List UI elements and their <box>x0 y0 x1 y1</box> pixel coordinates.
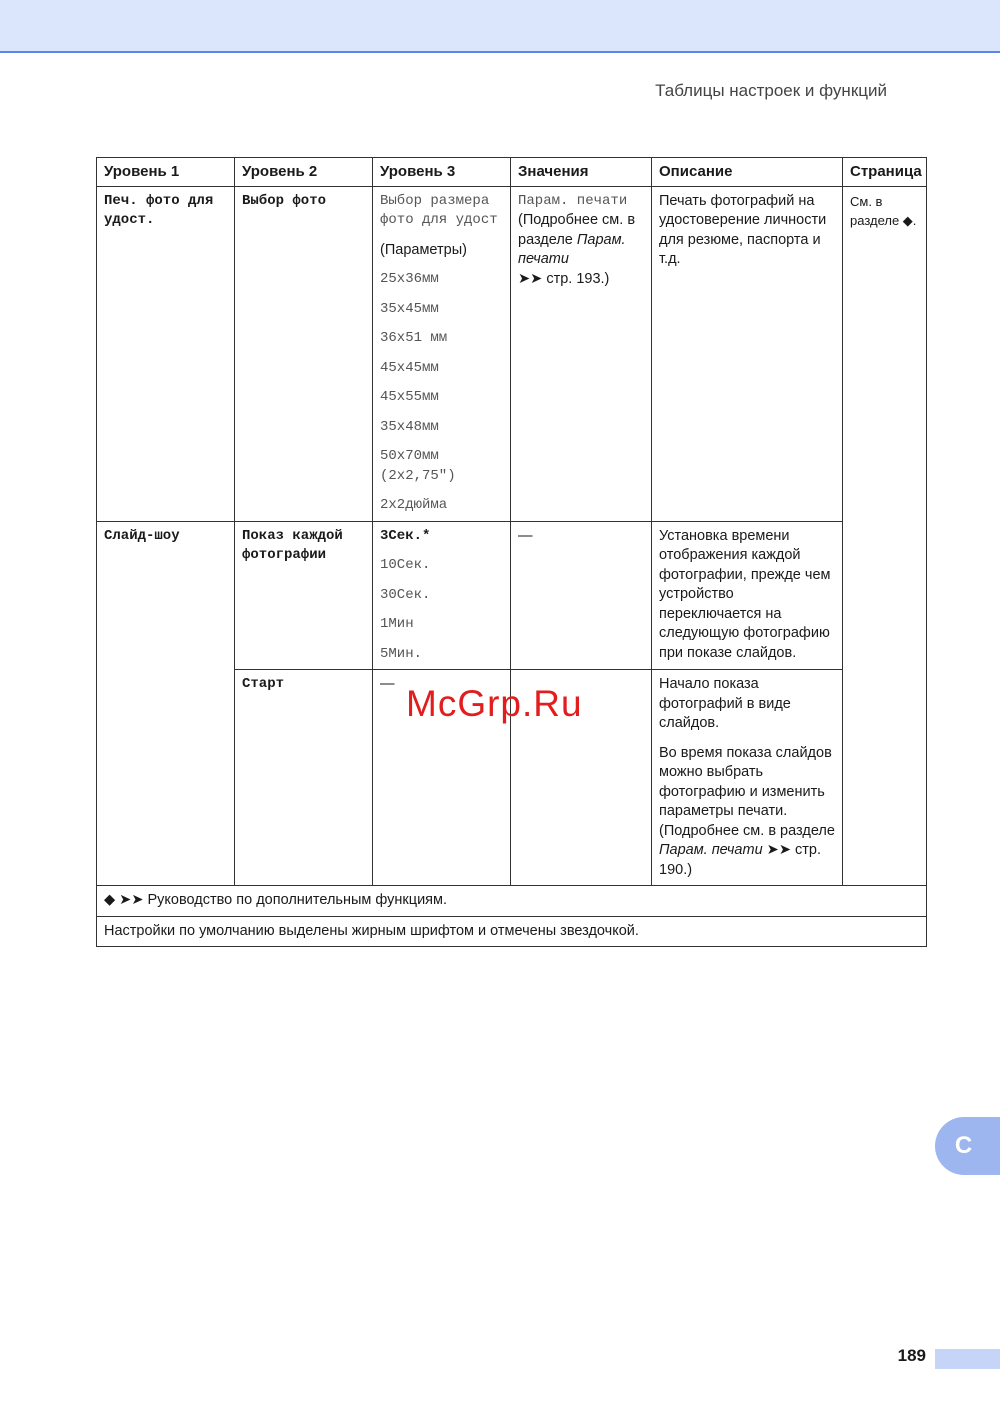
chapter-tab: C <box>935 1117 1000 1175</box>
col-header-level2: Уровень 2 <box>235 158 373 187</box>
footnote-advanced-guide: ◆ ➤➤ Руководство по дополнительным функциям. <box>97 886 927 917</box>
footnote-row <box>97 916 927 947</box>
col-header-description: Описание <box>652 158 843 187</box>
interval-option: 1Мин <box>380 616 414 632</box>
col-header-level3: Уровень 3 <box>373 158 511 187</box>
description-start-2-pre: Во время показа слайдов можно выбрать фотографию и изменить параметры печати. (Подробнее см. в разделе <box>659 744 835 839</box>
description-id-photo: Печать фотографий на удостоверение личности для резюме, паспорта и т.д. <box>659 192 827 267</box>
cell-level1-id-photo <box>97 186 235 521</box>
top-header-bar <box>0 0 1000 53</box>
col-header-page: Страница <box>843 158 927 187</box>
col-header-values: Значения <box>511 158 652 187</box>
table-row <box>97 186 927 521</box>
level1-slideshow-label: Слайд-шоу <box>104 527 180 544</box>
cell-level1-slideshow <box>97 521 235 886</box>
settings-table <box>96 157 927 947</box>
description-start-2-italic: Парам. печати <box>659 842 763 858</box>
interval-option: 5Мин. <box>380 645 423 662</box>
table-row <box>97 521 927 670</box>
values-ref-pre: (Подробнее см. в разделе <box>518 212 636 248</box>
level3-params-label: (Параметры) <box>380 241 467 258</box>
size-option: 45x45мм <box>380 359 439 376</box>
size-option: 25x36мм <box>380 271 439 287</box>
description-show-each: Установка времени отображения каждой фотографии, прежде чем устройство переключается на следующую фотографию при показе слайдов. <box>659 527 831 661</box>
level2-select-photo-label: Выбор фото <box>242 192 327 209</box>
values-ref-post: ➤➤ стр. 193.) <box>518 270 610 287</box>
level1-id-photo-label: Печ. фото для удост. <box>104 192 214 228</box>
bottom-page-bar <box>935 1349 1000 1369</box>
footnote-row <box>97 886 927 917</box>
cell-level3-size <box>373 186 511 521</box>
running-title: Таблицы настроек и функций <box>655 81 887 100</box>
level3-start-dash: — <box>380 676 395 692</box>
cell-level3-interval <box>373 521 511 670</box>
level3-size-title: Выбор размера фото для удост <box>380 192 498 228</box>
size-option: 36x51 мм <box>380 330 448 346</box>
footnote-defaults: Настройки по умолчанию выделены жирным шрифтом и отмечены звездочкой. <box>97 916 927 947</box>
description-start-2-post: ➤➤ стр. 190.) <box>659 842 821 878</box>
values-dash: — <box>518 527 533 544</box>
cell-page-ref <box>843 186 927 886</box>
interval-default-option: 3Сек.* <box>380 527 431 544</box>
cell-level2-select-photo <box>235 186 373 521</box>
level2-start-label: Старт <box>242 676 285 692</box>
cell-description-show-each <box>652 521 843 670</box>
size-option: 2x2дюйма <box>380 497 448 513</box>
watermark: McGrp.Ru <box>406 683 583 724</box>
cell-values-slideshow <box>511 521 652 670</box>
level2-show-each-label: Показ каждой фотографии <box>242 527 343 563</box>
page-number: 189 <box>897 1346 926 1365</box>
size-option: 35x48мм <box>380 418 439 435</box>
interval-option: 10Сек. <box>380 557 431 573</box>
cell-level2-show-each <box>235 521 373 670</box>
size-option: 50x70мм (2x2,75") <box>380 448 456 484</box>
col-header-level1: Уровень 1 <box>97 158 235 187</box>
description-start-2 <box>659 744 835 881</box>
table-header-row <box>97 158 927 187</box>
cell-values-print-settings <box>511 186 652 521</box>
cell-description-start <box>652 670 843 886</box>
size-option: 45x55мм <box>380 389 439 405</box>
interval-option: 30Сек. <box>380 586 431 603</box>
values-print-settings-name: Парам. печати <box>518 192 628 209</box>
size-option: 35x45мм <box>380 300 439 317</box>
cell-level2-start <box>235 670 373 886</box>
description-start-1: Начало показа фотографий в виде слайдов. <box>659 676 791 731</box>
cell-description-id-photo <box>652 186 843 521</box>
page-ref-text: См. в разделе ◆. <box>850 193 917 228</box>
values-ref-italic: Парам. печати <box>518 231 626 267</box>
